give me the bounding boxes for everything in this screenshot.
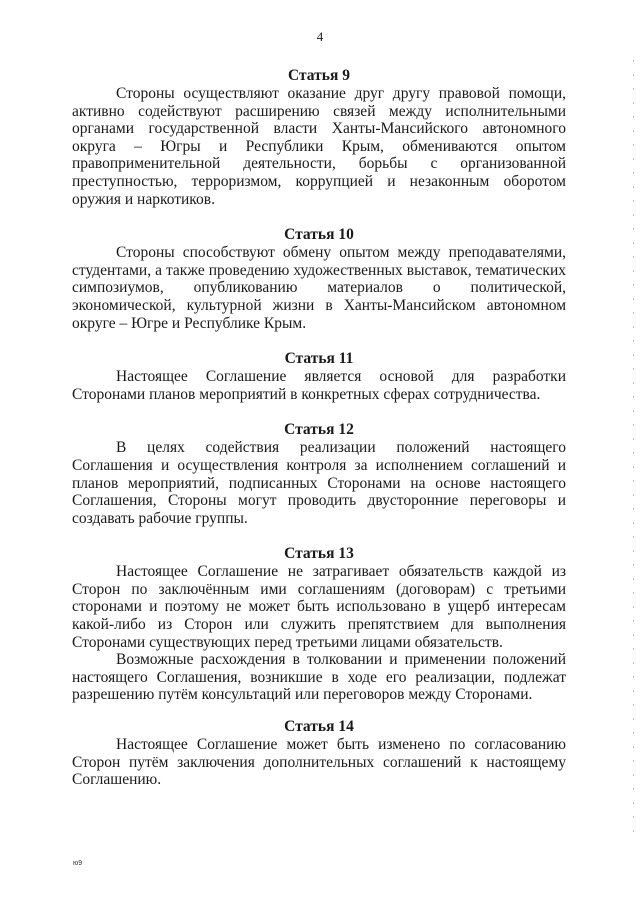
article-heading: Статья 13 <box>284 545 354 563</box>
article-13 <box>72 544 566 704</box>
article-9 <box>72 66 566 208</box>
article-paragraph: Стороны способствуют обмену опытом между преподавателями, студентами, а также проведению художественных выставок, тематических симпозиумов, опубликованию материалов о политической, экономической, культурной жизни в Ханты-Мансийском автономном округе – Югре и Республике Крым. <box>72 244 566 332</box>
article-heading: Статья 9 <box>288 67 350 84</box>
article-paragraph: В целях содействия реализации положений настоящего Соглашения и осуществления контроля за исполнением соглашений и планов мероприятий, подписанных Сторонами на основе настоящего Соглашения, Стороны могут проводить двусторонние переговоры и создавать рабочие группы. <box>72 439 566 527</box>
article-10 <box>72 225 566 332</box>
article-paragraph: Стороны осуществляют оказание друг другу правовой помощи, активно содействуют расширению связей между исполнительными органами государственной власти Ханты-Мансийского автономного округа – Югры и Республики Крым, обмениваются опытом правоприменительной деятельности, борьбы с организованной преступностью, терроризмом, коррупцией и незаконным оборотом оружия и наркотиков. <box>72 85 566 208</box>
document-body <box>72 66 566 789</box>
article-11 <box>72 349 566 403</box>
article-paragraph: Настоящее Соглашение не затрагивает обязательств каждой из Сторон по заключённым ими соглашениям (договорам) с третьими сторонами и поэтому не может быть использовано в ущерб интересам какой-либо из Сторон или служить препятствием для выполнения Сторонами существующих перед третьими лицами обязательств. <box>72 563 566 651</box>
article-heading: Статья 10 <box>284 226 354 244</box>
article-paragraph: Настоящее Соглашение может быть изменено по согласованию Сторон путём заключения дополнительных соглашений к настоящему Соглашению. <box>72 736 566 789</box>
footer-mark: ю9 <box>73 860 83 867</box>
article-heading: Статья 12 <box>284 421 354 439</box>
article-14 <box>72 717 566 789</box>
article-12 <box>72 420 566 527</box>
article-paragraph: Возможные расхождения в толковании и применении положений настоящего Соглашения, возникшие в ходе его реализации, подлежат разрешению путём консультаций или переговоров между Сторонами. <box>72 651 566 704</box>
scan-edge-artifact <box>633 60 634 840</box>
article-paragraph: Настоящее Соглашение является основой для разработки Сторонами планов мероприятий в конкретных сферах сотрудничества. <box>72 368 566 403</box>
article-heading: Статья 11 <box>284 350 354 368</box>
article-heading: Статья 14 <box>284 718 354 736</box>
page-number: 4 <box>316 29 324 44</box>
